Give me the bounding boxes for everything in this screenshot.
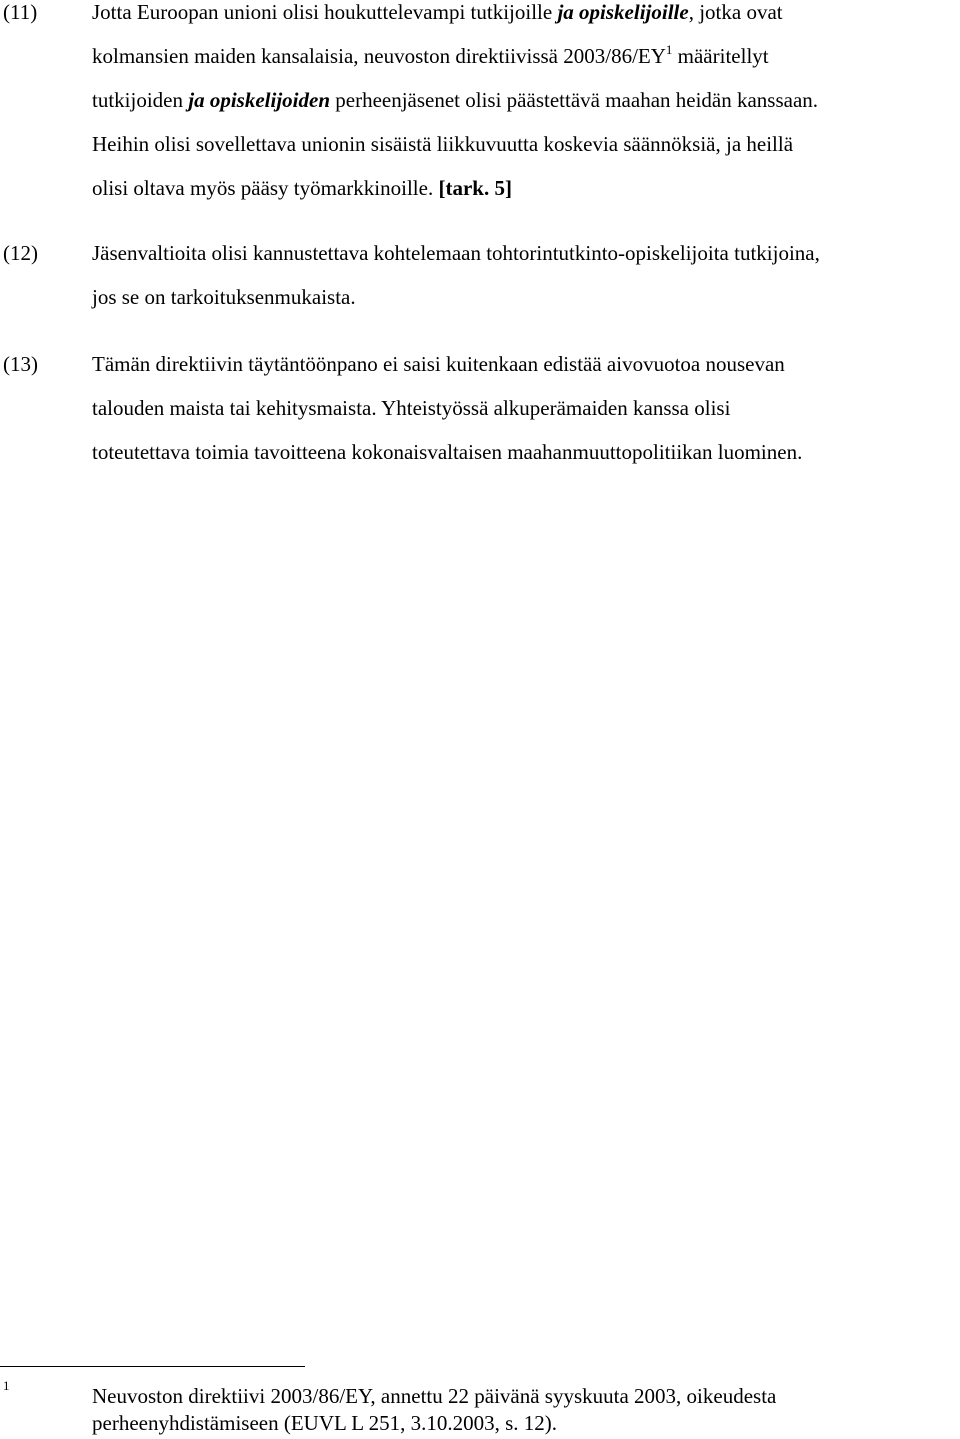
footnote-line: perheenyhdistämiseen (EUVL L 251, 3.10.2003, s. 12). (92, 1411, 558, 1435)
recital-text (92, 342, 958, 474)
recital-number: (11) (3, 0, 38, 24)
text-line: olisi oltava myös pääsy työmarkkinoille. [tark. 5] (92, 176, 512, 200)
footnote-reference: 1 (665, 42, 673, 57)
footnote-separator (0, 1366, 305, 1367)
footnote-line: Neuvoston direktiivi 2003/86/EY, annettu 22 päivänä syyskuuta 2003, oikeudesta (92, 1384, 777, 1408)
text-line: jos se on tarkoituksenmukaista. (92, 285, 356, 309)
text-line: toteutettava toimia tavoitteena kokonaisvaltaisen maahanmuuttopolitiikan luominen. (92, 440, 803, 464)
recital-text (92, 231, 958, 319)
amendment-insert: ja opiskelijoille (557, 0, 689, 24)
text-line: Jäsenvaltioita olisi kannustettava kohtelemaan tohtorintutkinto-opiskelijoita tutkijoina, (92, 241, 820, 265)
recital-text (92, 0, 958, 210)
recital-number: (13) (3, 352, 38, 376)
footnote-mark: 1 (3, 1378, 10, 1393)
text-line: talouden maista tai kehitysmaista. Yhteistyössä alkuperämaiden kanssa olisi (92, 396, 731, 420)
text-line: tutkijoiden ja opiskelijoiden perheenjäsenet olisi päästettävä maahan heidän kanssaan. (92, 88, 819, 112)
text-line: kolmansien maiden kansalaisia, neuvoston direktiivissä $2003/86/EY^1$ määritellyt (92, 42, 769, 68)
text-line: Heihin olisi sovellettava unionin sisäistä liikkuvuutta koskevia säännöksiä, ja heillä (92, 132, 794, 156)
amendment-tag: [tark. 5] (438, 176, 512, 200)
text-line: Jotta Euroopan unioni olisi houkuttelevampi tutkijoille ja opiskelijoille, jotka ovat (92, 0, 783, 24)
footnote-text (92, 1383, 958, 1437)
recital-number: (12) (3, 241, 38, 265)
text-line: Tämän direktiivin täytäntöönpano ei saisi kuitenkaan edistää aivovuotoa nousevan (92, 352, 785, 376)
amendment-insert: ja opiskelijoiden (188, 88, 330, 112)
